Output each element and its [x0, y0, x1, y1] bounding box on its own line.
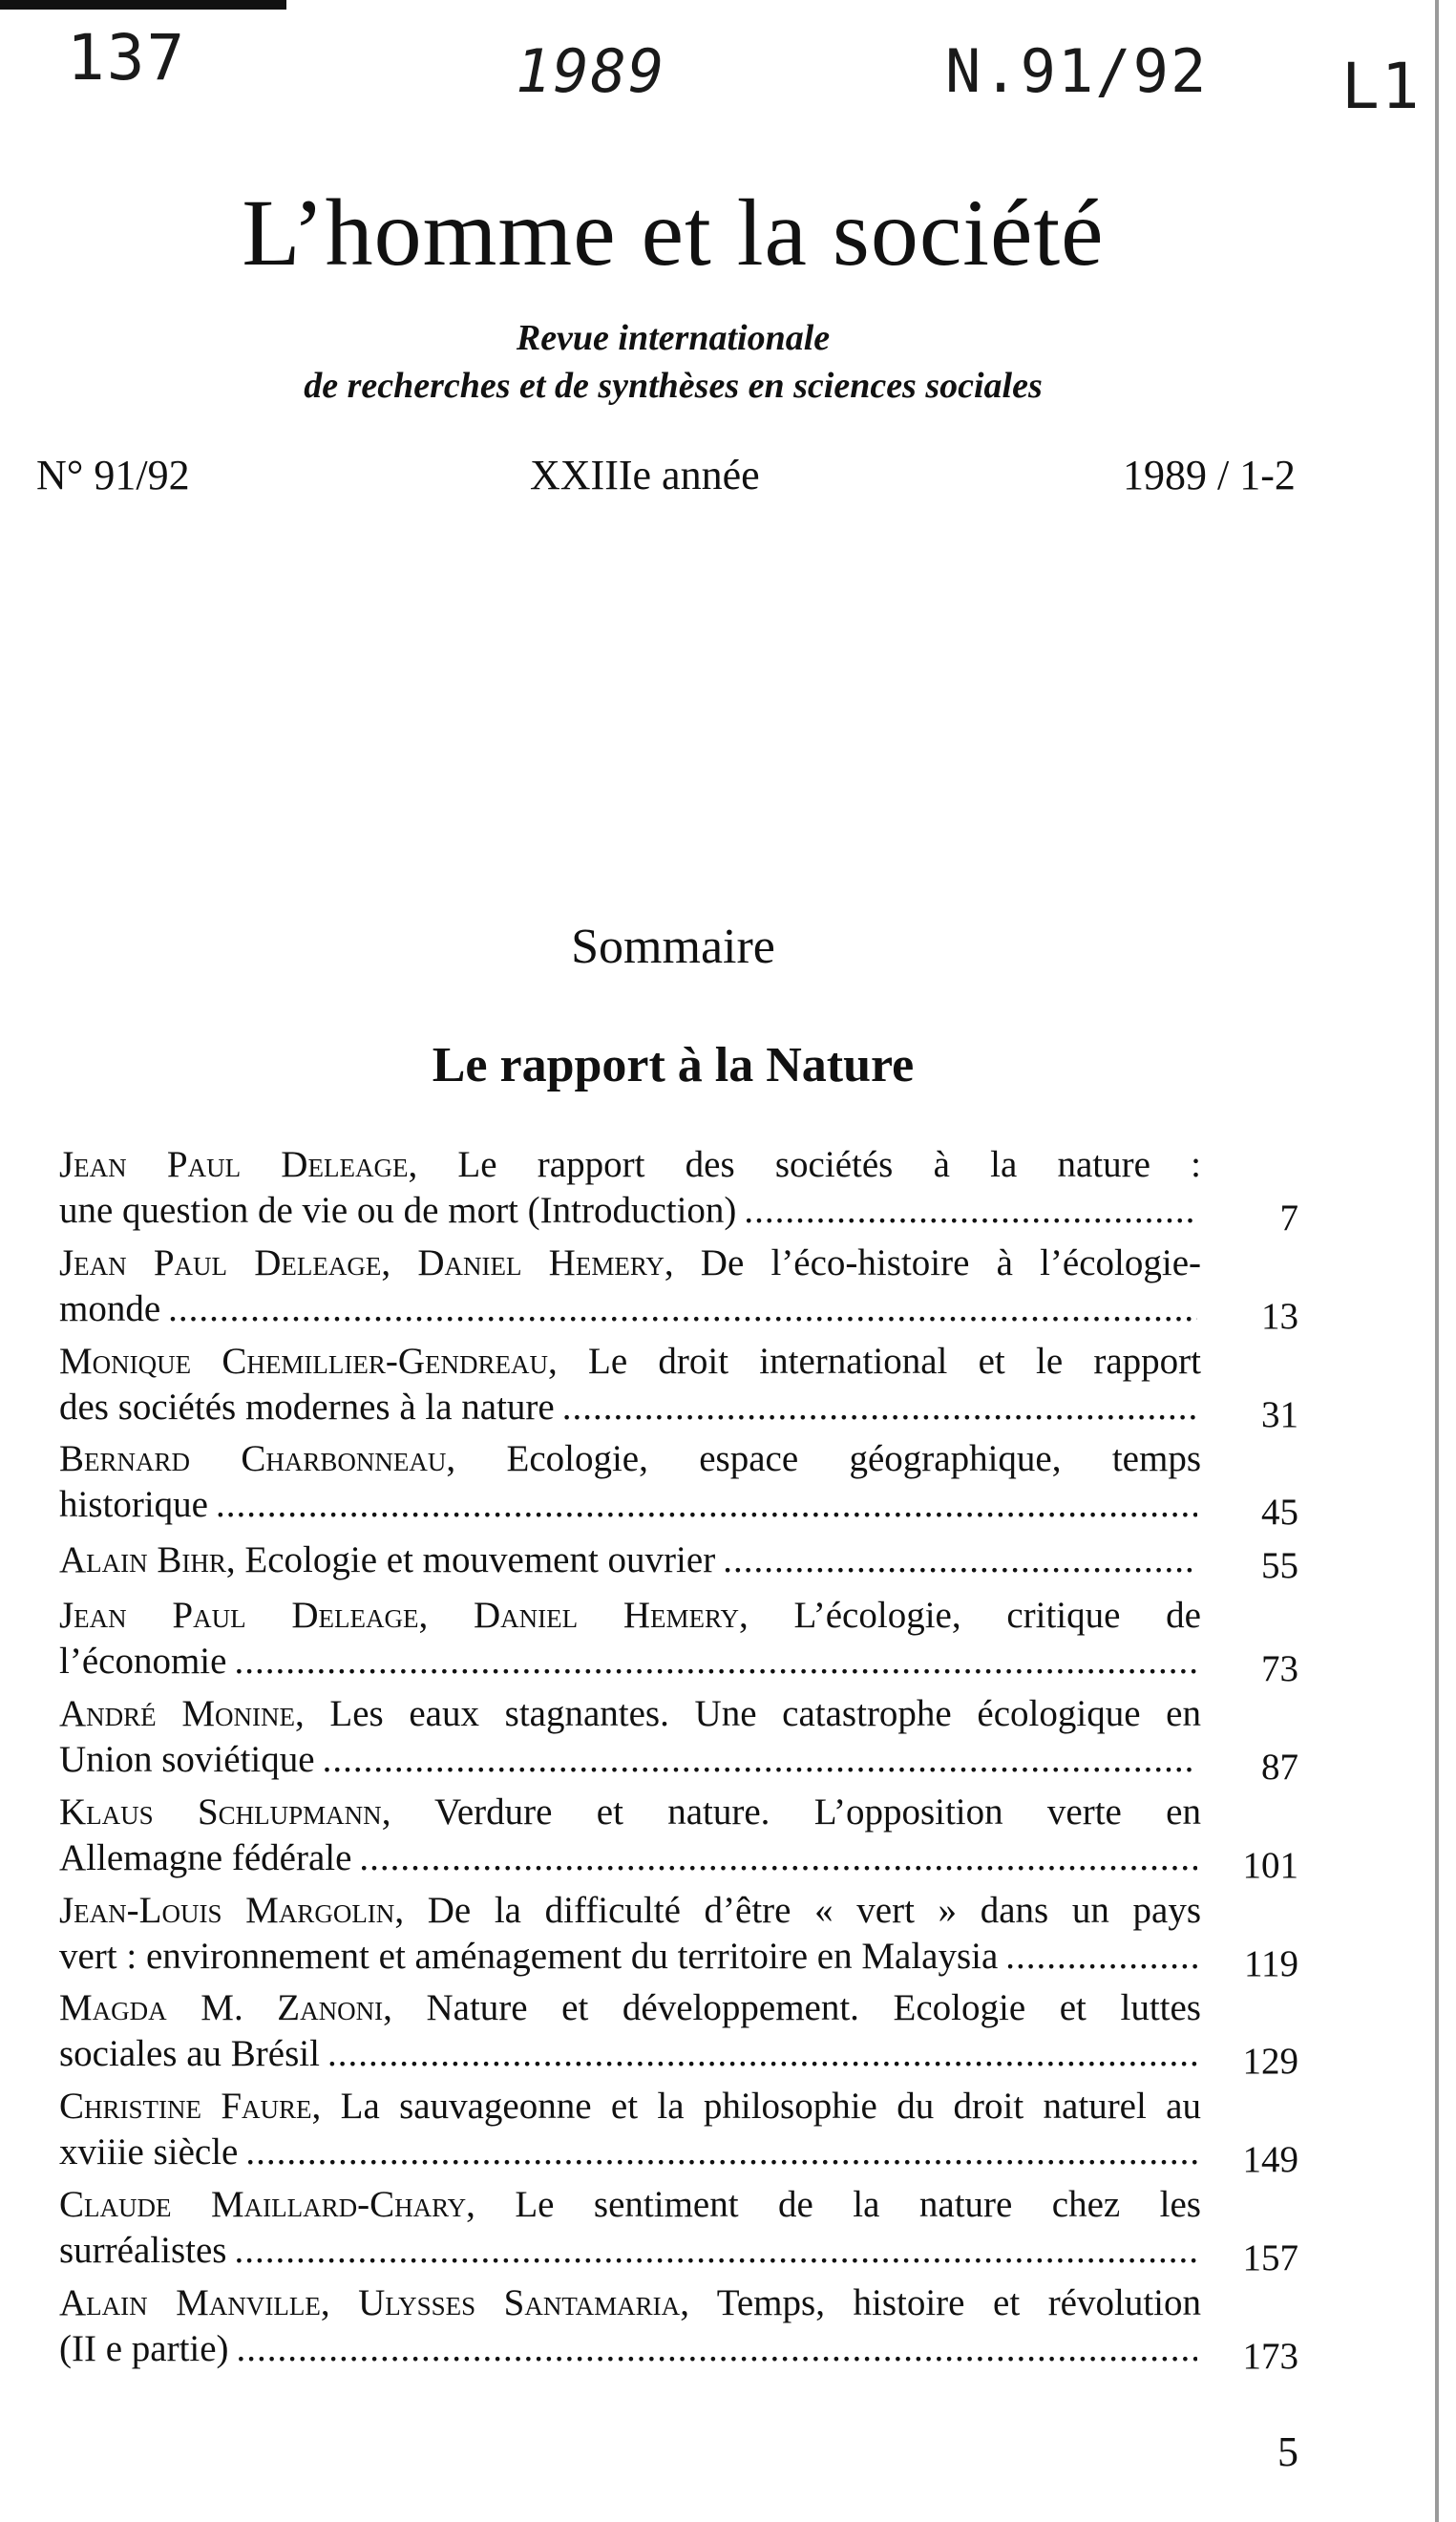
toc-entry	[59, 2280, 1298, 2377]
toc-entry-title-start: , De la difficulté d’être « vert » dans un pays	[394, 1890, 1201, 1931]
toc-entry-page: 129	[1242, 2041, 1298, 2082]
toc-leader-dots	[323, 1737, 1197, 1783]
toc-entry-page: 13	[1261, 1296, 1298, 1337]
toc-entry-page: 173	[1242, 2336, 1298, 2377]
journal-subtitle-1: Revue internationale	[516, 318, 831, 358]
issue-date: 1989 / 1-2	[1123, 452, 1296, 498]
handwritten-mark: L1	[1341, 50, 1422, 123]
toc-entry-title-end: monde	[59, 1288, 161, 1329]
toc-leader-dots	[359, 1835, 1197, 1881]
toc-entry-title-end: surréalistes	[59, 2230, 227, 2271]
toc-leader-dots	[168, 1286, 1197, 1332]
toc-entry-title-start: , Ecologie, espace géographique, temps	[446, 1438, 1201, 1479]
toc-entry	[59, 1142, 1298, 1239]
toc-entry-page: 7	[1279, 1197, 1298, 1239]
toc-entry-authors: Klaus Schlupmann	[59, 1791, 382, 1833]
handwritten-call-number: 137	[67, 21, 187, 95]
toc-leader-dots	[744, 1188, 1197, 1234]
toc-entry-authors: Monique Chemillier-Gendreau	[59, 1341, 549, 1382]
toc-entry-authors: André Monine	[59, 1693, 295, 1734]
toc-entry-title-end: vert : environnement et aménagement du territoire en Malaysia	[59, 1936, 999, 1977]
section-title: Le rapport à la Nature	[432, 1038, 915, 1092]
toc-entry-authors: Jean Paul Deleage, Daniel Hemery	[59, 1595, 740, 1636]
toc-leader-dots	[245, 2130, 1197, 2175]
footer-page-number: 5	[1277, 2428, 1298, 2475]
toc-leader-dots	[234, 1639, 1197, 1685]
toc-entry-title-start: , Ecologie et mouvement ouvrier	[225, 1539, 716, 1580]
journal-title: L’homme et la société	[242, 180, 1105, 286]
issue-number: N° 91/92	[36, 452, 190, 498]
toc-entry	[59, 1537, 1298, 1586]
toc-entry-title-start: , L’écologie, critique de	[739, 1595, 1201, 1636]
toc-leader-dots	[327, 2031, 1197, 2077]
toc-entry	[59, 1985, 1298, 2082]
toc-entry-page: 149	[1242, 2139, 1298, 2180]
toc-entry-authors: Bernard Charbonneau	[59, 1438, 447, 1479]
toc-entry-title-end: xviiie siècle	[59, 2131, 239, 2172]
toc-entry-page: 157	[1242, 2237, 1298, 2278]
toc-entry-authors: Christine Faure	[59, 2086, 312, 2127]
toc-entry	[59, 2182, 1298, 2278]
toc-entry	[59, 1339, 1298, 1435]
handwritten-year: 1989	[516, 36, 666, 106]
toc-entry-title-start: , Nature et développement. Ecologie et luttes	[383, 1987, 1201, 2028]
toc-entry-title-start: , Le rapport des sociétés à la nature :	[408, 1144, 1201, 1185]
toc-entry-authors: Alain Manville, Ulysses Santamaria	[59, 2282, 681, 2323]
toc-entry-page: 101	[1242, 1845, 1298, 1886]
toc-entry-authors: Jean Paul Deleage, Daniel Hemery	[59, 1242, 665, 1283]
toc-leader-dots	[562, 1385, 1197, 1431]
toc-entry-title-end: une question de vie ou de mort (Introduction)	[59, 1190, 737, 1231]
toc-entry-page: 45	[1261, 1492, 1298, 1533]
toc-entry-title-start: , De l’éco-histoire à l’écologie-	[664, 1242, 1201, 1283]
toc-leader-dots	[234, 2228, 1197, 2274]
toc-entry-title-end: sociales au Brésil	[59, 2033, 320, 2074]
toc-entry-title-end: Allemagne fédérale	[59, 1837, 352, 1878]
toc-entry-title-end: des sociétés modernes à la nature	[59, 1387, 555, 1428]
toc-entry-authors: Claude Maillard-Chary	[59, 2184, 467, 2225]
toc-entry-title-start: , Temps, histoire et révolution	[680, 2282, 1201, 2323]
scan-top-border	[0, 0, 286, 10]
toc-entry-title-end: Union soviétique	[59, 1739, 315, 1780]
toc-entry-page: 31	[1261, 1394, 1298, 1435]
toc-entry	[59, 1888, 1298, 1984]
toc-entry-authors: Alain Bihr	[59, 1539, 226, 1580]
toc-leader-dots	[723, 1537, 1197, 1583]
toc-leader-dots	[1005, 1934, 1197, 1980]
toc-leader-dots	[216, 1482, 1197, 1528]
toc-entry	[59, 1240, 1298, 1337]
toc-entry-title-end: l’économie	[59, 1641, 227, 1682]
toc-entry	[59, 1790, 1298, 1886]
toc-entry	[59, 2084, 1298, 2180]
handwritten-issue-ref: N.91/92	[945, 36, 1209, 106]
toc-entry-title-end: (II e partie)	[59, 2328, 229, 2369]
journal-subtitle-2: de recherches et de synthèses en sciences sociales	[304, 366, 1043, 406]
contents-heading: Sommaire	[571, 920, 775, 974]
toc-entry-authors: Jean Paul Deleage	[59, 1144, 409, 1185]
toc-entry-authors: Jean-Louis Margolin	[59, 1890, 395, 1931]
toc-entry-authors: Magda M. Zanoni	[59, 1987, 384, 2028]
toc-entry-page: 87	[1261, 1747, 1298, 1788]
toc-entry-title-start: , La sauvageonne et la philosophie du droit naturel au	[311, 2086, 1201, 2127]
toc-entry-page: 73	[1261, 1648, 1298, 1689]
toc-entry	[59, 1436, 1298, 1533]
toc-entry-title-start: , Le droit international et le rapport	[548, 1341, 1201, 1382]
toc-entry-page: 55	[1261, 1545, 1298, 1586]
toc-entry-title-end: historique	[59, 1484, 208, 1525]
toc-entry	[59, 1691, 1298, 1788]
toc-entry	[59, 1593, 1298, 1689]
toc-entry-title-start: , Le sentiment de la nature chez les	[466, 2184, 1201, 2225]
scan-right-edge	[1435, 0, 1439, 2522]
issue-volume: XXIIIe année	[530, 452, 760, 498]
toc-entry-title-start: , Verdure et nature. L’opposition verte en	[381, 1791, 1201, 1833]
toc-entry-title-start: , Les eaux stagnantes. Une catastrophe écologique en	[294, 1693, 1201, 1734]
toc-entry-page: 119	[1243, 1943, 1298, 1984]
toc-leader-dots	[237, 2326, 1197, 2372]
